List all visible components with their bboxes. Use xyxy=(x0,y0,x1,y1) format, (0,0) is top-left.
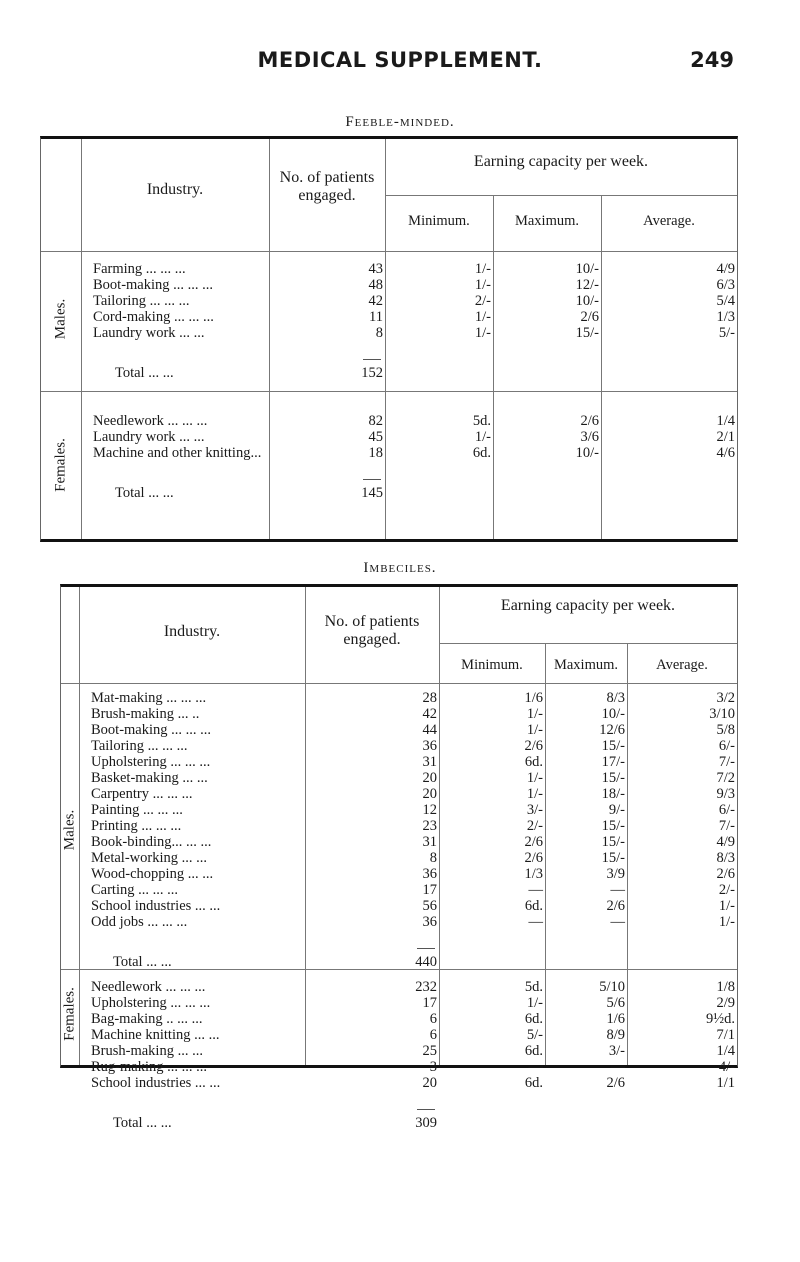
page-header xyxy=(0,48,800,78)
table-row-patients: 8 xyxy=(375,325,383,341)
table-row-patients: 232 xyxy=(415,979,437,995)
table-row-minimum: 2/6 xyxy=(524,738,543,754)
table-row-maximum: 15/- xyxy=(601,818,625,834)
table-row-industry: Upholstering ... ... ... xyxy=(91,995,211,1011)
table-row-maximum: 15/- xyxy=(601,738,625,754)
table-row-average: 1/3 xyxy=(716,309,735,325)
table-row-industry: Machine knitting ... ... xyxy=(91,1027,220,1043)
table-row-maximum: 1/6 xyxy=(606,1011,625,1027)
group-label-females: Females. xyxy=(61,987,78,1041)
table-row-patients: 11 xyxy=(369,309,383,325)
table-row-average: 1/- xyxy=(718,898,735,914)
column-header-minimum: Minimum. xyxy=(461,657,523,673)
total-label: Total ... ... xyxy=(115,485,174,501)
column-header-average: Average. xyxy=(656,657,708,673)
table-row-average: 5/4 xyxy=(716,293,735,309)
table-imbeciles xyxy=(60,584,738,1131)
table-row-industry: Carting ... ... ... xyxy=(91,882,178,898)
table-row-minimum: 6d. xyxy=(472,445,491,461)
table-row-patients: 20 xyxy=(422,1075,437,1091)
table-row-minimum: 1/- xyxy=(526,722,543,738)
table-row-industry: Upholstering ... ... ... xyxy=(91,754,211,770)
table-row-industry: Painting ... ... ... xyxy=(91,802,183,818)
table-row-industry: Boot-making ... ... ... xyxy=(91,722,212,738)
table-row-industry: Wood-chopping ... ... xyxy=(91,866,214,882)
column-header-patients-2: engaged. xyxy=(298,187,356,204)
table-row-minimum: 6d. xyxy=(524,754,543,770)
table-row-average: 2/- xyxy=(718,882,735,898)
table-row-patients: 36 xyxy=(422,738,437,754)
table-row-average: 8/3 xyxy=(716,850,735,866)
table-row-industry: Needlework ... ... ... xyxy=(93,413,208,429)
table-row-industry: Book-binding... ... ... xyxy=(91,834,212,850)
table-row-minimum: 6d. xyxy=(524,1043,543,1059)
group-label-males: Males. xyxy=(52,298,69,340)
table-row-average: 1/- xyxy=(718,914,735,930)
table-row-minimum: 1/- xyxy=(474,261,491,277)
table-row-maximum: 3/9 xyxy=(606,866,625,882)
table-row-patients: 6 xyxy=(429,1027,437,1043)
table-row-industry: Mat-making ... ... ... xyxy=(91,690,207,706)
column-header-industry: Industry. xyxy=(146,181,204,198)
total-label: Total ... ... xyxy=(115,365,174,381)
table-row-minimum: 3/- xyxy=(526,802,543,818)
column-header-average: Average. xyxy=(643,213,695,229)
table-row-patients: 36 xyxy=(422,914,437,930)
table-row-average: 6/3 xyxy=(716,277,735,293)
table-row-minimum: 2/6 xyxy=(524,834,543,850)
table-row-maximum: 2/6 xyxy=(606,1075,625,1091)
table-row-average: 6/- xyxy=(718,738,735,754)
table-row-maximum: 17/- xyxy=(601,754,625,770)
table-row-patients: 23 xyxy=(422,818,437,834)
table-row-minimum: — xyxy=(528,882,543,898)
table-row-patients: 3 xyxy=(429,1059,437,1075)
table-row-industry: Laundry work ... ... xyxy=(93,325,205,341)
column-divider xyxy=(81,139,82,539)
table-row-minimum: 2/6 xyxy=(524,850,543,866)
table-row-maximum: 2/6 xyxy=(580,309,599,325)
table-row-average: 4/6 xyxy=(716,445,735,461)
table-row-average: 4/9 xyxy=(716,834,735,850)
table-row-average: 2/9 xyxy=(716,995,735,1011)
table-row-maximum: 3/- xyxy=(608,1043,625,1059)
column-header-patients-2: engaged. xyxy=(343,631,401,648)
table-row-patients: 43 xyxy=(368,261,383,277)
header-divider xyxy=(41,251,737,252)
table-row-maximum: 15/- xyxy=(601,770,625,786)
table-row-patients: 17 xyxy=(422,882,437,898)
table-row-average: 7/- xyxy=(718,754,735,770)
table-row-maximum: — xyxy=(610,914,625,930)
table-row-patients: 56 xyxy=(422,898,437,914)
table-row-average: 3/10 xyxy=(709,706,735,722)
table-row-minimum: 5d. xyxy=(472,413,491,429)
table-row-average: 7/2 xyxy=(716,770,735,786)
table-row-minimum: 1/- xyxy=(526,786,543,802)
table-row-average: 1/1 xyxy=(716,1075,735,1091)
table-row-industry: Boot-making ... ... ... xyxy=(93,277,214,293)
table-row-minimum: 1/- xyxy=(474,277,491,293)
table-row-industry: Rug-making ... ... ... xyxy=(91,1059,207,1075)
table-row-maximum: 10/- xyxy=(601,706,625,722)
table-feeble-minded xyxy=(40,136,738,542)
table-row-maximum: 9/- xyxy=(608,802,625,818)
table-row-maximum: 3/6 xyxy=(580,429,599,445)
table-row-minimum: 1/- xyxy=(474,325,491,341)
table-row-maximum: 12/- xyxy=(575,277,599,293)
table-row-patients: 20 xyxy=(422,770,437,786)
table-row-patients: 28 xyxy=(422,690,437,706)
group-divider xyxy=(41,391,737,392)
table-row-industry: Needlework ... ... ... xyxy=(91,979,206,995)
total-value: 440 xyxy=(415,954,437,970)
column-header-earning: Earning capacity per week. xyxy=(473,153,649,170)
table-row-maximum: 12/6 xyxy=(599,722,625,738)
group-label-females: Females. xyxy=(52,438,69,492)
total-value: 309 xyxy=(415,1115,437,1131)
table-row-patients: 6 xyxy=(429,1011,437,1027)
table-row-industry: Cord-making ... ... ... xyxy=(93,309,214,325)
column-header-industry: Industry. xyxy=(163,623,221,640)
table-row-average: 4/- xyxy=(718,1059,735,1075)
table-row-maximum: — xyxy=(610,882,625,898)
table-row-maximum: 2/6 xyxy=(606,898,625,914)
table-row-maximum: 2/6 xyxy=(580,413,599,429)
table-row-maximum: 10/- xyxy=(575,293,599,309)
table-row-average: 1/8 xyxy=(716,979,735,995)
table-row-industry: Carpentry ... ... ... xyxy=(91,786,193,802)
table-row-industry: Tailoring ... ... ... xyxy=(91,738,188,754)
total-label: Total ... ... xyxy=(113,954,172,970)
table-row-industry: Metal-working ... ... xyxy=(91,850,207,866)
table-row-patients: 12 xyxy=(422,802,437,818)
table-row-patients: 42 xyxy=(422,706,437,722)
table-row-minimum: 6d. xyxy=(524,898,543,914)
table-row-patients: 45 xyxy=(368,429,383,445)
table-row-average: 9½d. xyxy=(706,1011,735,1027)
table-row-maximum: 5/10 xyxy=(599,979,625,995)
table-row-patients: 18 xyxy=(368,445,383,461)
table-row-industry: Brush-making ... ... xyxy=(91,1043,203,1059)
table-row-minimum: 5d. xyxy=(524,979,543,995)
column-header-earning: Earning capacity per week. xyxy=(500,597,676,614)
page-number: 249 xyxy=(690,48,734,72)
column-divider xyxy=(601,195,602,539)
section-title-feeble-minded: Feeble-minded. xyxy=(345,114,455,130)
table-row-patients: 31 xyxy=(422,834,437,850)
table-row-average: 2/1 xyxy=(716,429,735,445)
header-divider xyxy=(61,683,737,684)
table-row-maximum: 15/- xyxy=(601,834,625,850)
table-row-average: 6/- xyxy=(718,802,735,818)
table-row-industry: Basket-making ... ... xyxy=(91,770,208,786)
table-row-patients: 17 xyxy=(422,995,437,1011)
earning-subheader-divider xyxy=(439,643,737,644)
table-row-patients: 44 xyxy=(422,722,437,738)
table-row-patients: 82 xyxy=(368,413,383,429)
table-row-average: 5/8 xyxy=(716,722,735,738)
table-row-industry: School industries ... ... xyxy=(91,1075,221,1091)
table-row-average: 1/4 xyxy=(716,1043,735,1059)
total-value: 152 xyxy=(361,365,383,381)
column-header-patients: No. of patients xyxy=(279,169,375,186)
table-row-patients: 25 xyxy=(422,1043,437,1059)
table-row-industry: Odd jobs ... ... ... xyxy=(91,914,188,930)
table-row-maximum: 18/- xyxy=(601,786,625,802)
table-row-minimum: 1/- xyxy=(526,995,543,1011)
table-row-average: 9/3 xyxy=(716,786,735,802)
table-row-industry: Bag-making .. ... ... xyxy=(91,1011,203,1027)
table-row-minimum: 2/- xyxy=(526,818,543,834)
table-row-industry: Brush-making ... .. xyxy=(91,706,200,722)
group-label-males: Males. xyxy=(61,809,78,851)
table-row-industry: Printing ... ... ... xyxy=(91,818,182,834)
total-label: Total ... ... xyxy=(113,1115,172,1131)
table-row-maximum: 10/- xyxy=(575,261,599,277)
table-row-minimum: 1/3 xyxy=(524,866,543,882)
table-row-patients: 48 xyxy=(368,277,383,293)
table-row-industry: Laundry work ... ... xyxy=(93,429,205,445)
column-header-minimum: Minimum. xyxy=(408,213,470,229)
table-row-average: 4/9 xyxy=(716,261,735,277)
table-row-maximum: 10/- xyxy=(575,445,599,461)
table-row-patients: 42 xyxy=(368,293,383,309)
table-row-maximum: 8/9 xyxy=(606,1027,625,1043)
table-row-average: 1/4 xyxy=(716,413,735,429)
table-row-average: 7/1 xyxy=(716,1027,735,1043)
column-header-maximum: Maximum. xyxy=(553,657,619,673)
total-rule xyxy=(417,1109,435,1110)
total-rule xyxy=(417,948,435,949)
table-row-industry: School industries ... ... xyxy=(91,898,221,914)
column-divider xyxy=(79,587,80,1065)
table-row-minimum: 5/- xyxy=(526,1027,543,1043)
column-divider xyxy=(493,195,494,539)
page-title: MEDICAL SUPPLEMENT. xyxy=(257,48,543,72)
table-row-industry: Farming ... ... ... xyxy=(93,261,186,277)
table-row-average: 5/- xyxy=(718,325,735,341)
section-title-imbeciles: Imbeciles. xyxy=(363,560,437,576)
table-row-maximum: 5/6 xyxy=(606,995,625,1011)
table-row-maximum: 15/- xyxy=(575,325,599,341)
table-row-minimum: 1/- xyxy=(526,706,543,722)
table-row-minimum: — xyxy=(528,914,543,930)
table-row-patients: 8 xyxy=(429,850,437,866)
table-row-minimum: 6d. xyxy=(524,1011,543,1027)
table-row-minimum: 1/6 xyxy=(524,690,543,706)
table-row-average: 7/- xyxy=(718,818,735,834)
table-row-maximum: — xyxy=(610,1059,625,1075)
table-row-industry: Machine and other knitting... xyxy=(93,445,262,461)
table-row-minimum: 6d. xyxy=(524,1075,543,1091)
table-row-patients: 36 xyxy=(422,866,437,882)
table-row-maximum: 8/3 xyxy=(606,690,625,706)
column-header-patients: No. of patients xyxy=(324,613,420,630)
table-row-maximum: 15/- xyxy=(601,850,625,866)
table-row-average: 3/2 xyxy=(716,690,735,706)
table-row-minimum: 1/- xyxy=(474,429,491,445)
table-row-patients: 31 xyxy=(422,754,437,770)
total-value: 145 xyxy=(361,485,383,501)
table-row-average: 2/6 xyxy=(716,866,735,882)
earning-subheader-divider xyxy=(385,195,737,196)
total-rule xyxy=(363,359,381,360)
total-rule xyxy=(363,479,381,480)
column-header-maximum: Maximum. xyxy=(514,213,580,229)
table-row-minimum: 1/- xyxy=(474,309,491,325)
table-row-minimum: 2/- xyxy=(474,293,491,309)
table-row-industry: Tailoring ... ... ... xyxy=(93,293,190,309)
table-row-minimum: — xyxy=(528,1059,543,1075)
table-row-minimum: 1/- xyxy=(526,770,543,786)
table-row-patients: 20 xyxy=(422,786,437,802)
